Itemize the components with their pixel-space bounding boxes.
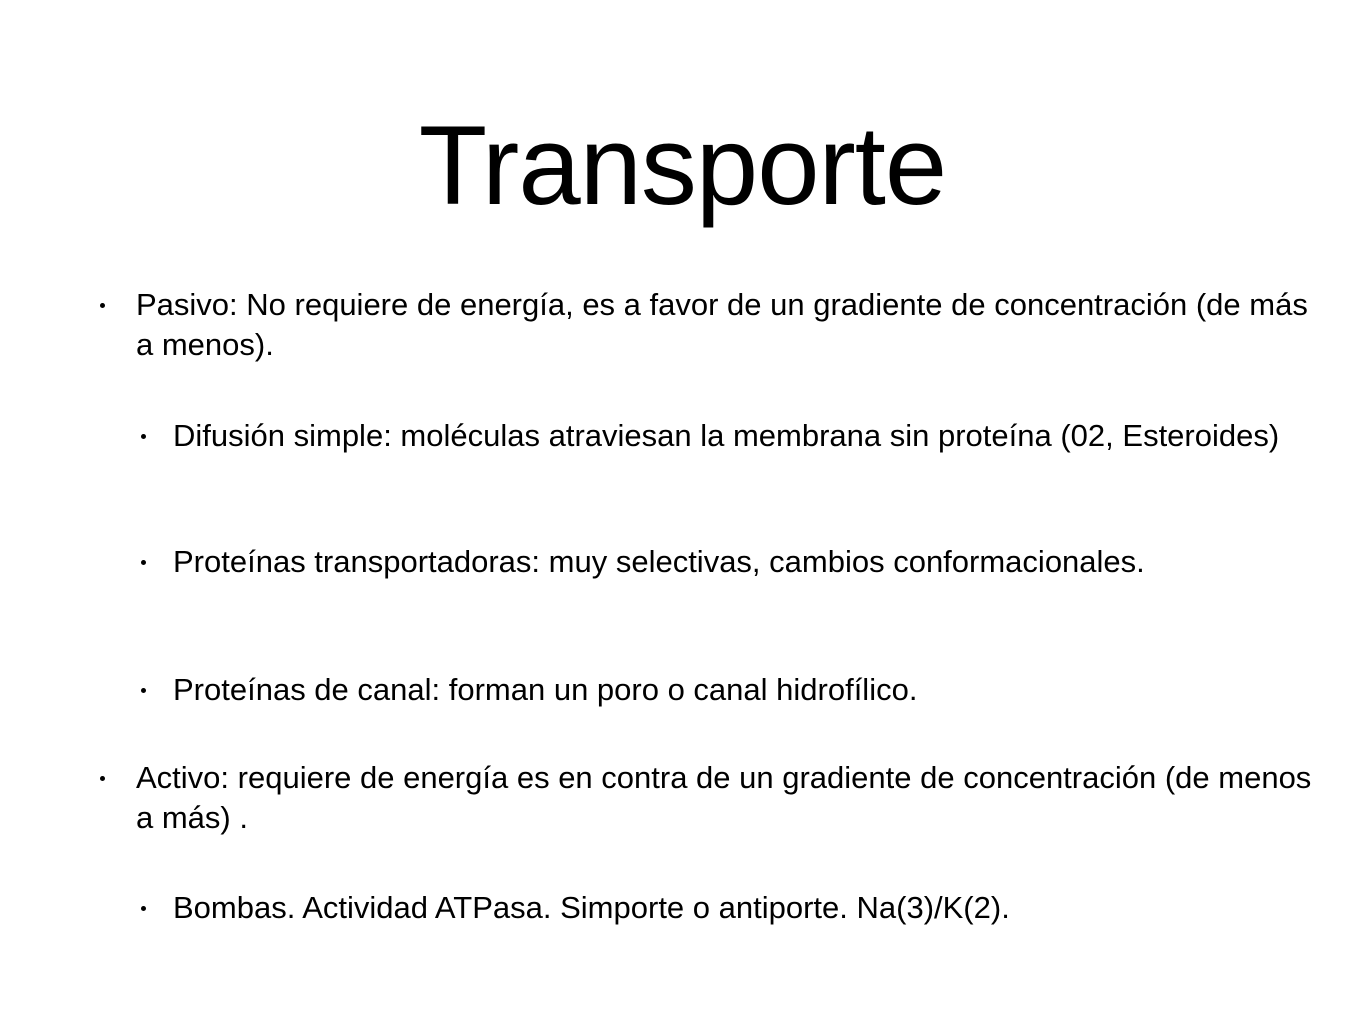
bullet-item-proteinas-canal [173, 670, 1323, 710]
bullet-item-pasivo [136, 285, 1316, 365]
bullet-text: Proteínas transportadoras: muy selectivas, cambios conformacionales. [173, 544, 1145, 579]
bullet-text: Difusión simple: moléculas atraviesan la membrana sin proteína (02, Esteroides) [173, 418, 1280, 453]
bullet-dot-icon [141, 906, 146, 911]
bullet-text: Proteínas de canal: forman un poro o canal hidrofílico. [173, 672, 918, 707]
bullet-dot-icon [141, 688, 146, 693]
bullet-item-activo [136, 758, 1316, 838]
slide-title: Transporte [418, 103, 947, 228]
bullet-dot-icon [100, 303, 105, 308]
bullet-dot-icon [100, 776, 105, 781]
bullet-item-proteinas-transportadoras [173, 542, 1323, 582]
bullet-text: Activo: requiere de energía es en contra de un gradiente de concentración (de menos a más) . [136, 760, 1312, 835]
bullet-item-bombas [173, 888, 1323, 928]
bullet-text: Bombas. Actividad ATPasa. Simporte o antiporte. Na(3)/K(2). [173, 890, 1010, 925]
bullet-dot-icon [141, 560, 146, 565]
bullet-dot-icon [141, 434, 146, 439]
bullet-text: Pasivo: No requiere de energía, es a favor de un gradiente de concentración (de más a menos). [136, 287, 1308, 362]
bullet-item-difusion-simple [173, 416, 1323, 456]
